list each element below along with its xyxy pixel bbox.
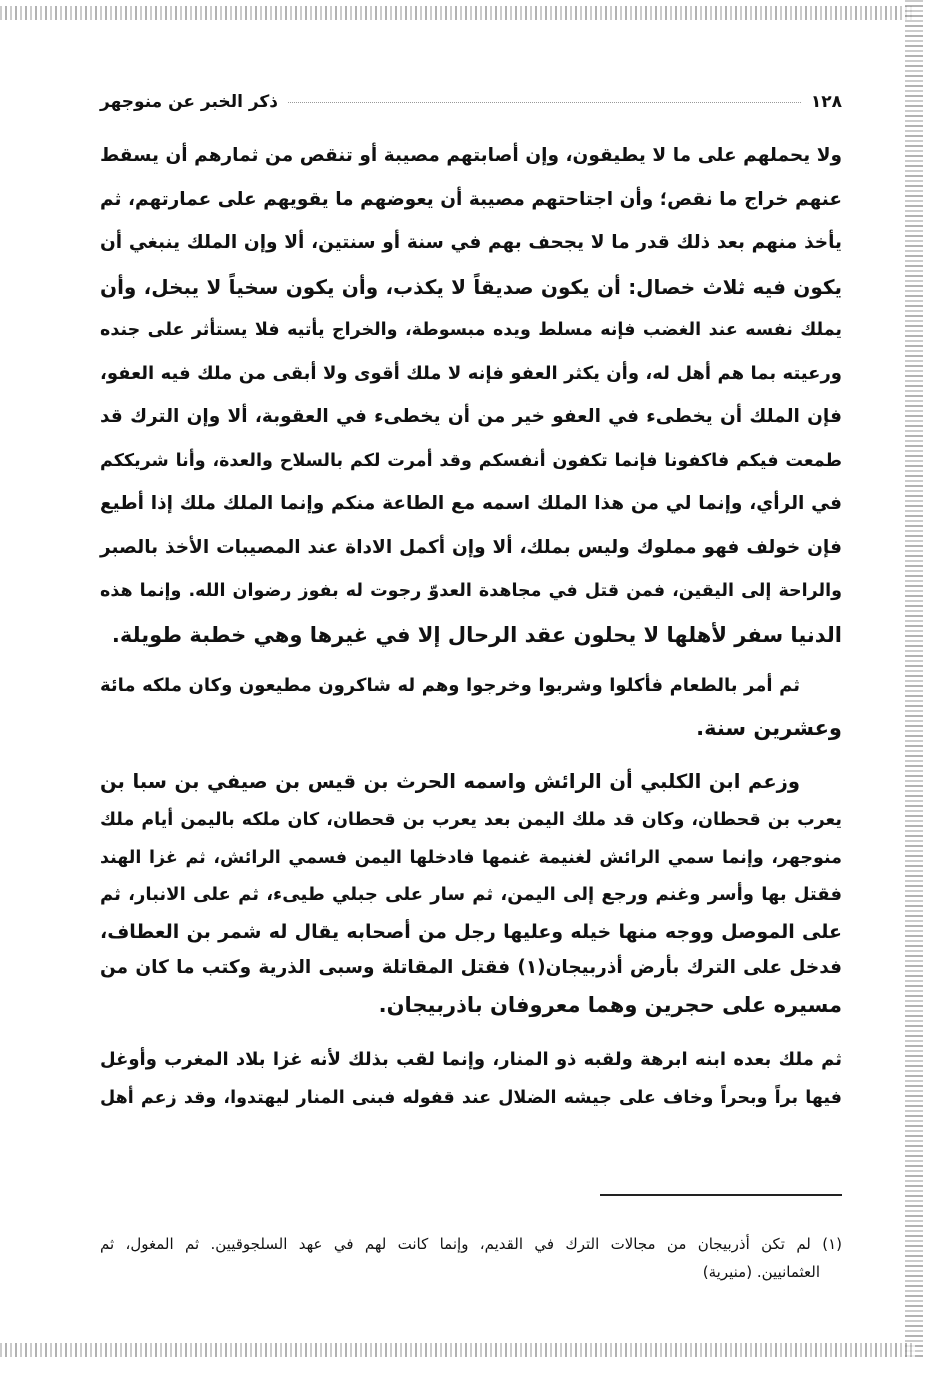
- footnote-line: العثمانيين. (منيرية): [702, 1263, 820, 1281]
- text-line: وزعم ابن الكلبي أن الرائش واسمه الحرث بن قيس بن صيفي بن سبا بن: [100, 770, 800, 793]
- decorative-border-right: [905, 0, 923, 1360]
- text-line: يأخذ منهم بعد ذلك قدر ما لا يجحف بهم في سنة أو سنتين، ألا وإن الملك ينبغي أن: [100, 232, 842, 253]
- header-dotted-leader: [288, 102, 801, 103]
- text-line: ثم أمر بالطعام فأكلوا وشربوا وخرجوا وهم له شاكرون مطيعون وكان ملكه مائة: [100, 675, 800, 696]
- text-line: فإن خولف فهو مملوك وليس بملك، ألا وإن أكمل الاداة عند المصيبات الأخذ بالصبر: [100, 536, 842, 558]
- text-line: وعشرين سنة.: [696, 716, 842, 740]
- text-line: فإن الملك أن يخطىء في العفو خير من أن يخطىء في العقوبة، ألا وإن الترك قد: [100, 406, 842, 427]
- text-line: الدنيا سفر لأهلها لا يحلون عقد الرحال إلا في غيرها وهي خطبة طويلة.: [111, 622, 842, 647]
- decorative-border-top: [0, 6, 915, 20]
- text-line: في الرأي، وإنما لي من هذا الملك اسمه مع الطاعة منكم وإنما الملك ملك إذا أطيع: [100, 493, 842, 514]
- decorative-border-bottom: [0, 1343, 915, 1357]
- footnote-line: (١) لم تكن أذربيجان من مجالات الترك في القديم، وإنما كانت لهم في عهد السلجوقيين. ثم المغول، ثم: [100, 1235, 842, 1253]
- text-line: منوجهر، وإنما سمي الرائش لغنيمة غنمها فادخلها اليمن فسمي الرائش، ثم غزا الهند: [100, 848, 842, 868]
- text-line: مسيره على حجرين وهما معروفان باذربيجان.: [378, 993, 842, 1017]
- text-line: ولا يحملهم على ما لا يطيقون، وإن أصابتهم مصيبة أو تنقص من ثمارهم أن يسقط: [100, 145, 842, 166]
- footnote-rule: [600, 1194, 842, 1196]
- text-line: ورعيته بما هم أهل له، وأن يكثر العفو فإنه لا ملك أقوى ولا أبقى من ملك فيه العفو،: [100, 362, 842, 384]
- text-line: يملك نفسه عند الغضب فإنه مسلط ويده مبسوطة، والخراج يأتيه فلا يستأثر على جنده: [100, 320, 842, 340]
- text-line: يكون فيه ثلاث خصال: أن يكون صديقاً لا يكذب، وأن يكون سخياً لا يبخل، وأن: [100, 274, 842, 299]
- text-line: فدخل على الترك بأرض أذربيجان(١) فقتل المقاتلة وسبى الذرية وكتب ما كان من: [100, 957, 842, 978]
- text-line: فيها براً وبحراً وخاف على جيشه الضلال عند قفوله فبنى المنار ليهتدوا، وقد زعم أهل: [100, 1088, 842, 1108]
- text-line: على الموصل ووجه منها خيله وعليها رجل من أصحابه يقال له شمر بن العطاف،: [100, 921, 842, 943]
- page-number: ١٢٨: [810, 92, 842, 112]
- text-line: ثم ملك بعده ابنه ابرهة ولقبه ذو المنار، وإنما لقب بذلك لأنه غزا بلاد المغرب وأوغل: [100, 1049, 842, 1070]
- text-line: والراحة إلى اليقين، فمن قتل في مجاهدة العدوّ رجوت له بفوز رضوان الله. وإنما هذه: [100, 581, 842, 601]
- text-line: طمعت فيكم فاكفونا فإنما تكفون أنفسكم وقد أمرت لكم بالسلاح والعدة، وأنا شريككم: [100, 450, 842, 471]
- running-header: [100, 88, 842, 116]
- chapter-title: ذكر الخبر عن منوجهر: [100, 92, 279, 112]
- text-line: يعرب بن قحطان، وكان قد ملك اليمن بعد يعرب بن قحطان، كان ملكه باليمن أيام ملك: [100, 810, 842, 830]
- text-line: عنهم خراج ما نقص؛ وأن اجتاحتهم مصيبة أن يعوضهم ما يقويهم على عمارتهم، ثم: [100, 188, 842, 210]
- text-line: فقتل بها وأسر وغنم ورجع إلى اليمن، ثم سار على جبلي طيىء، ثم على الانبار، ثم: [100, 884, 842, 905]
